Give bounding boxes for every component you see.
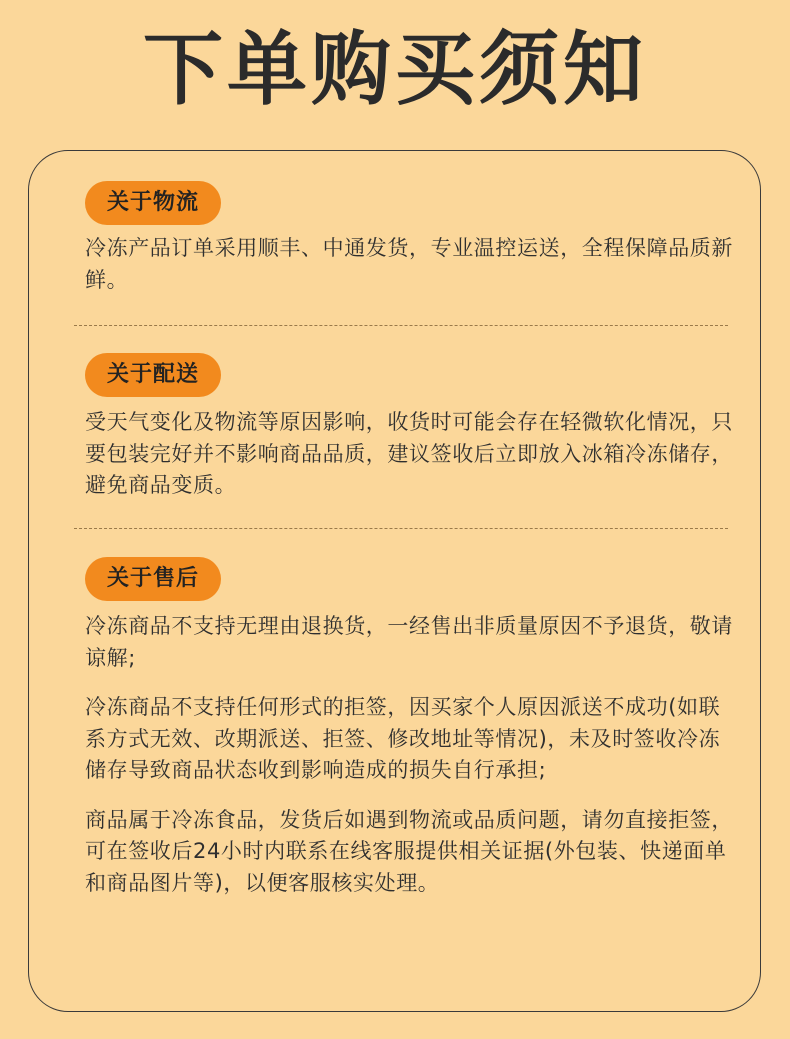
section-paragraph: 冷冻商品不支持任何形式的拒签，因买家个人原因派送不成功(如联系方式无效、改期派送、拒签、修改地址等情况)，未及时签收冷冻储存导致商品状态收到影响造成的损失自行承担;	[85, 695, 721, 782]
section-paragraph: 冷冻商品不支持无理由退换货，一经售出非质量原因不予退货，敬请谅解;	[85, 614, 733, 670]
section-paragraph: 商品属于冷冻食品，发货后如遇到物流或品质问题，请勿直接拒签，可在签收后24小时内联系在线客服提供相关证据(外包装、快递面单和商品图片等)，以便客服核实处理。	[85, 807, 733, 895]
notice-card	[28, 150, 761, 1012]
section-heading-after-sales: 关于售后	[85, 557, 221, 601]
section-paragraph: 受天气变化及物流等原因影响，收货时可能会存在轻微软化情况，只要包装完好并不影响商品品质，建议签收后立即放入冰箱冷冻储存，避免商品变质。	[85, 410, 733, 497]
section-after-sales	[85, 557, 735, 899]
section-heading-logistics: 关于物流	[85, 181, 221, 225]
page-title: 下单购买须知	[143, 23, 647, 116]
divider	[74, 325, 728, 326]
section-heading-delivery: 关于配送	[85, 353, 221, 397]
section-paragraph: 冷冻产品订单采用顺丰、中通发货，专业温控运送，全程保障品质新鲜。	[85, 236, 733, 292]
section-delivery	[85, 353, 735, 502]
section-logistics	[85, 181, 735, 296]
divider	[74, 528, 728, 529]
